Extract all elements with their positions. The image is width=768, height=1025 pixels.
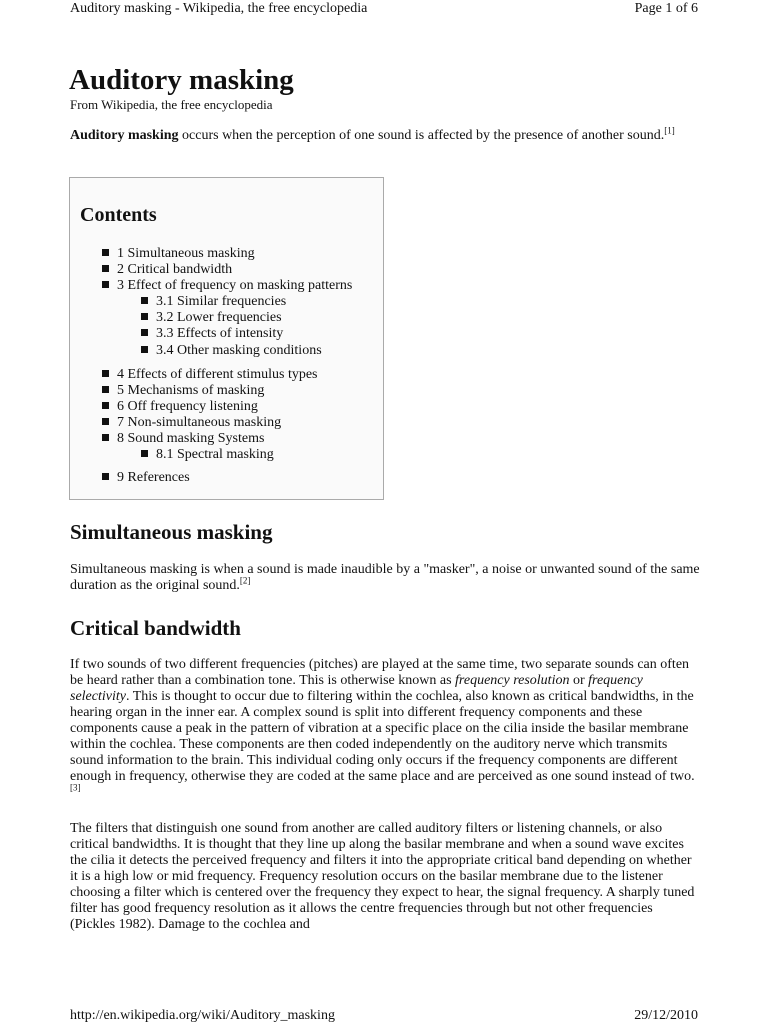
critical-bandwidth-paragraph-2: The filters that distinguish one sound from another are called auditory filters or listening channels, or also critical bandwidths. It is thought that they line up along the basilar membrane and when a sound wave excites the cilia it detects the perceived frequency and filters it into the appropriate critical band depending on whether it is a high low or mid frequency. Frequency resolution occurs on the basilar membrane due to the listener choosing a filter which is centered over the frequency they expect to hear, the signal frequency. A sharply tuned filter has good frequency resolution as it allows the centre frequencies through but not other frequencies (Pickles 1982). Damage to the cochlea and: [70, 821, 695, 932]
bullet-icon: [141, 346, 148, 353]
bullet-icon: [102, 418, 109, 425]
intro-reference-link[interactable]: [1]: [664, 125, 675, 136]
toc-item-mechanisms[interactable]: 5 Mechanisms of masking: [102, 383, 264, 399]
toc-item-off-frequency-listening[interactable]: 6 Off frequency listening: [102, 399, 258, 415]
critical-bandwidth-reference-link[interactable]: [3]: [70, 782, 81, 793]
bullet-icon: [102, 402, 109, 409]
bullet-icon: [141, 329, 148, 336]
article-subtitle: From Wikipedia, the free encyclopedia: [70, 97, 273, 112]
bullet-icon: [102, 265, 109, 272]
bullet-icon: [141, 313, 148, 320]
simultaneous-masking-paragraph: Simultaneous masking is when a sound is made inaudible by a "masker", a noise or unwanted sound of the same duration as the original sound.[2]: [70, 562, 700, 593]
toc-item-other-masking-conditions[interactable]: 3.4 Other masking conditions: [141, 343, 322, 359]
toc-item-stimulus-types[interactable]: 4 Effects of different stimulus types: [102, 367, 318, 383]
toc-item-effects-of-intensity[interactable]: 3.3 Effects of intensity: [141, 326, 283, 342]
toc-item-sound-masking-systems[interactable]: 8 Sound masking Systems: [102, 431, 264, 447]
critical-bandwidth-paragraph-1: If two sounds of two different frequencies (pitches) are played at the same time, two separate sounds can often be heard rather than a combination tone. This is otherwise known as frequency resolution or frequency selectivity. This is thought to occur due to filtering within the cochlea, also known as critical bandwidths, in the hearing organ in the inner ear. A complex sound is split into different frequency components and these components cause a peak in the pattern of vibration at a specific place on the cilia inside the basilar membrane within the cochlea. These components are then coded independently on the auditory nerve which transmits sound information to the brain. This individual coding only occurs if the frequency components are different enough in frequency, otherwise they are coded at the same place and are perceived as one sound instead of two.[3]: [70, 657, 695, 793]
toc-item-spectral-masking[interactable]: 8.1 Spectral masking: [141, 447, 274, 463]
bullet-icon: [102, 473, 109, 480]
section-heading-critical-bandwidth: Critical bandwidth: [70, 616, 241, 640]
toc-item-non-simultaneous[interactable]: 7 Non-simultaneous masking: [102, 415, 281, 431]
toc-item-effect-of-frequency[interactable]: 3 Effect of frequency on masking patterns: [102, 278, 352, 294]
table-of-contents: [69, 177, 384, 500]
intro-term: Auditory masking: [70, 128, 179, 143]
section-heading-simultaneous-masking: Simultaneous masking: [70, 520, 273, 544]
toc-item-simultaneous-masking[interactable]: 1 Simultaneous masking: [102, 246, 255, 262]
bullet-icon: [102, 249, 109, 256]
print-footer-date: 29/12/2010: [634, 1008, 698, 1023]
intro-paragraph: [70, 126, 710, 145]
bullet-icon: [141, 450, 148, 457]
bullet-icon: [141, 297, 148, 304]
toc-item-similar-frequencies[interactable]: 3.1 Similar frequencies: [141, 294, 286, 310]
toc-item-lower-frequencies[interactable]: 3.2 Lower frequencies: [141, 310, 282, 326]
bullet-icon: [102, 370, 109, 377]
bullet-icon: [102, 434, 109, 441]
simultaneous-reference-link[interactable]: [2]: [239, 575, 251, 586]
toc-item-references[interactable]: 9 References: [102, 470, 190, 486]
bullet-icon: [102, 386, 109, 393]
toc-item-critical-bandwidth[interactable]: 2 Critical bandwidth: [102, 262, 232, 278]
intro-text: occurs when the perception of one sound is affected by the presence of another sound.: [178, 128, 665, 143]
article-title: Auditory masking: [69, 64, 294, 96]
bullet-icon: [102, 281, 109, 288]
print-header-title: Auditory masking - Wikipedia, the free encyclopedia: [70, 1, 368, 16]
print-header-page-number: Page 1 of 6: [634, 1, 698, 16]
toc-title: Contents: [80, 204, 157, 226]
print-footer-url: http://en.wikipedia.org/wiki/Auditory_masking: [70, 1008, 335, 1023]
